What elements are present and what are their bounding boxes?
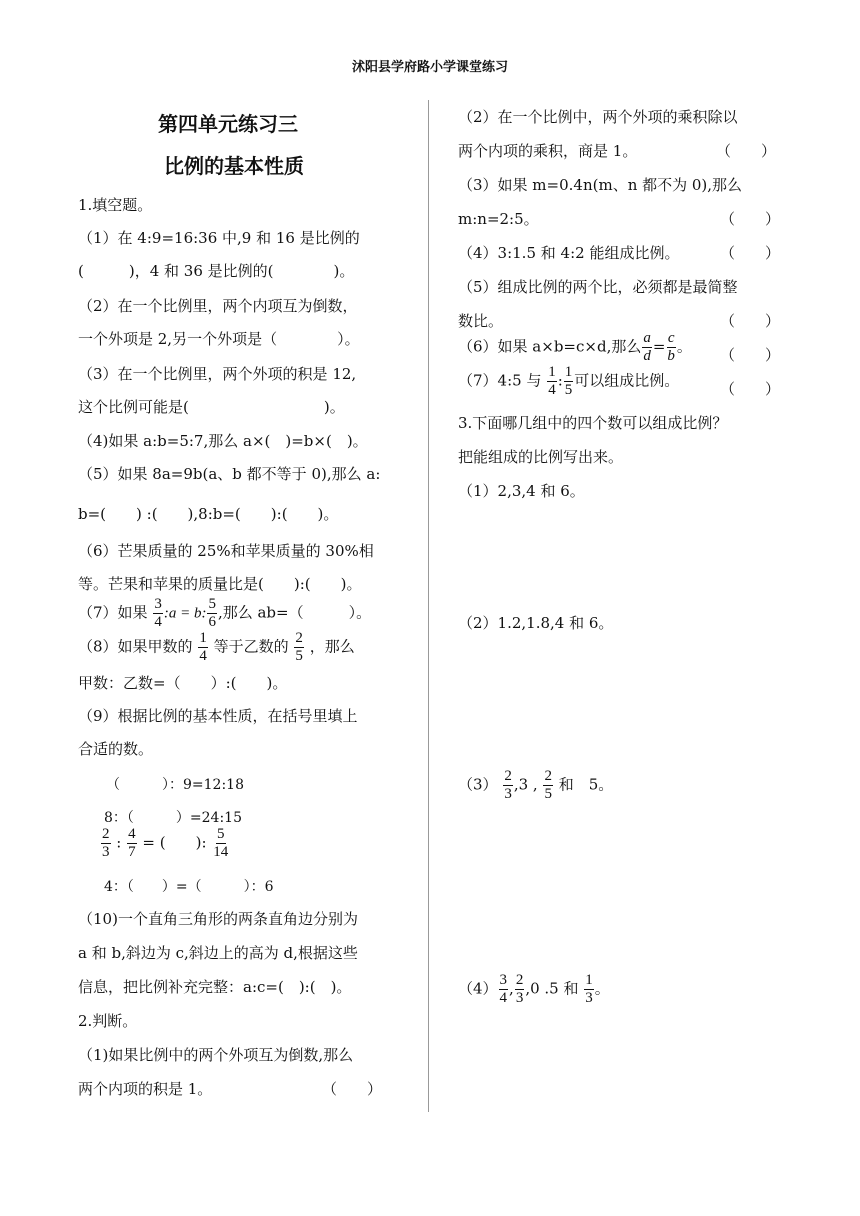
denominator: 4	[548, 382, 556, 398]
problem-3	[458, 768, 613, 803]
denominator: 3	[102, 844, 110, 860]
q9-e3-middle: = ( ):	[142, 833, 207, 852]
denominator: 4	[154, 614, 162, 630]
q8-line2: 甲数：乙数=（ ）:( )。	[78, 674, 288, 692]
j6-fraction-2	[666, 330, 676, 365]
p4-middle: ,0 .5 和	[525, 979, 579, 998]
unit-title: 第四单元练习三	[158, 112, 298, 136]
denominator: b	[667, 348, 675, 364]
j5-line1: （5）组成比例的两个比，必须都是最简整	[458, 278, 738, 296]
numerator: 1	[564, 364, 573, 380]
j1-answer-parens[interactable]: （ ）	[322, 1080, 383, 1098]
q9-equation-1: （ ）：9=12:18	[106, 777, 244, 793]
numerator: 2	[295, 630, 303, 646]
numerator: 4	[128, 826, 136, 842]
q8-prefix: （8）如果甲数的	[78, 637, 193, 656]
denominator: 5	[564, 382, 573, 398]
q3-line1: （3）在一个比例里，两个外项的积是 12,	[78, 365, 357, 383]
q8-suffix: ，那么	[309, 637, 355, 656]
numerator: 2	[102, 826, 110, 842]
j3-answer-parens[interactable]: （ ）	[720, 210, 781, 228]
q1-line2: ( )，4 和 36 是比例的( )。	[78, 262, 355, 280]
j1-line1: （1)如果比例中的两个外项互为倒数,那么	[78, 1046, 354, 1064]
q6-line2: 等。芒果和苹果的质量比是( ):( )。	[78, 575, 362, 593]
q7-prefix: （7）如果	[78, 603, 148, 622]
j7-fraction-1	[547, 364, 557, 399]
p4-fraction-1	[499, 972, 509, 1007]
p4-suffix: 。	[594, 979, 610, 998]
q5-line1: （5）如果 8a=9b(a、b 都不等于 0),那么 a:	[78, 465, 381, 483]
j4-line: （4）3:1.5 和 4:2 能组成比例。	[458, 244, 680, 262]
q7-fraction-2	[207, 596, 217, 631]
j2-answer-parens[interactable]: （ ）	[716, 142, 777, 160]
p3-fraction-2	[543, 768, 553, 803]
q2-line1: （2）在一个比例里，两个内项互为倒数，	[78, 297, 358, 315]
j6-fraction-1	[642, 330, 652, 365]
lesson-subtitle: 比例的基本性质	[164, 154, 304, 178]
j6-line: （6）如果 a×b=c×d,那么 $\frac{a}{d}$ = $\frac{c}{b}$ 。	[458, 330, 692, 364]
numerator: 5	[208, 596, 216, 612]
p3-prefix: （3）	[458, 775, 498, 794]
q8-fraction-2	[294, 630, 304, 665]
denominator: d	[643, 348, 651, 364]
j2-line2: 两个内项的乘积，商是 1。	[458, 142, 638, 160]
q9-line2: 合适的数。	[78, 740, 154, 758]
q8-middle: 等于乙数的	[213, 637, 289, 656]
j7-prefix: （7）4:5 与	[458, 371, 542, 390]
numerator: 1	[199, 630, 207, 646]
numerator: 1	[548, 364, 556, 380]
q7-middle: :a = b:	[163, 605, 207, 622]
p3-fraction-1	[503, 768, 513, 803]
q9-equation-3: $\frac{2}{3}$ : $\frac{4}{7}$ = ( ): $\frac{5}{14}$	[102, 826, 229, 860]
q8-line1	[78, 630, 355, 665]
q10-line1: （10)一个直角三角形的两条直角边分别为	[78, 910, 358, 928]
problem-1: （1）2,3,4 和 6。	[458, 482, 585, 500]
denominator: 7	[128, 844, 136, 860]
denominator: 6	[208, 614, 216, 630]
q9-equation-4: 4：（ ）=（ ）：6	[104, 879, 274, 895]
denominator: 5	[295, 648, 303, 664]
p3-middle: ,3 ,	[513, 775, 538, 794]
q9-line1: （9）根据比例的基本性质，在括号里填上	[78, 707, 358, 725]
j7-line: （7）4:5 与 $\frac{1}{4}$ : $\frac{1}{5}$ 可以组成比例。	[458, 364, 680, 398]
q9-equation-2: 8：（ ）=24:15	[104, 810, 242, 826]
section-2-heading: 2.判断。	[78, 1012, 138, 1030]
numerator: 2	[504, 768, 512, 784]
q7-fraction-1	[153, 596, 163, 631]
numerator: 2	[515, 972, 524, 988]
q3-line2: 这个比例可能是( )。	[78, 398, 345, 416]
q4-line: （4)如果 a:b=5:7,那么 a×( )=b×( )。	[78, 432, 368, 450]
j7-fraction-2	[564, 364, 574, 399]
j2-line1: （2）在一个比例中，两个外项的乘积除以	[458, 108, 738, 126]
denominator: 14	[213, 844, 229, 860]
denominator: 3	[504, 786, 512, 802]
j3-line2: m:n=2:5。	[458, 210, 539, 228]
p4-fraction-2	[515, 972, 525, 1007]
section-1-heading: 1.填空题。	[78, 196, 153, 214]
j6-answer-parens[interactable]: （ ）	[720, 346, 781, 364]
numerator: a	[643, 330, 651, 346]
p4-fraction-3	[584, 972, 594, 1007]
q10-line3: 信息，把比例补充完整：a:c=( ):( )。	[78, 978, 352, 996]
j7-suffix: 可以组成比例。	[574, 371, 680, 390]
j7-answer-parens[interactable]: （ ）	[720, 380, 781, 398]
j5-answer-parens[interactable]: （ ）	[720, 312, 781, 330]
numerator: 1	[585, 972, 593, 988]
problem-2: （2）1.2,1.8,4 和 6。	[458, 614, 614, 632]
problem-4: （4） $\frac{3}{4}$ , $\frac{2}{3}$ ,0 .5 和 $\frac{1}{3}$ 。	[458, 972, 610, 1006]
q10-line2: a 和 b,斜边为 c,斜边上的高为 d,根据这些	[78, 944, 358, 962]
q9-e3-fraction-3	[212, 826, 229, 861]
denominator: 4	[499, 990, 508, 1006]
denominator: 3	[585, 990, 593, 1006]
q8-fraction-1	[198, 630, 208, 665]
j4-answer-parens[interactable]: （ ）	[720, 244, 781, 262]
p3-suffix: 和 5。	[558, 775, 614, 794]
page-header: 沭阳县学府路小学课堂练习	[351, 60, 508, 75]
q6-line1: （6）芒果质量的 25%和苹果质量的 30%相	[78, 542, 374, 560]
q7-line	[78, 596, 371, 631]
numerator: 3	[499, 972, 508, 988]
numerator: 5	[217, 826, 225, 842]
j3-line1: （3）如果 m=0.4n(m、n 都不为 0),那么	[458, 176, 743, 194]
q1-line1: （1）在 4:9=16:36 中,9 和 16 是比例的	[78, 229, 360, 247]
numerator: 3	[154, 596, 162, 612]
j6-prefix: （6）如果 a×b=c×d,那么	[458, 337, 642, 356]
j5-line2: 数比。	[458, 312, 504, 330]
column-divider	[428, 100, 429, 1112]
j1-line2: 两个内项的积是 1。	[78, 1080, 213, 1098]
numerator: 2	[544, 768, 552, 784]
q5-line2: b=( ) :( ),8:b=( ):( )。	[78, 505, 339, 523]
p4-prefix: （4）	[458, 979, 498, 998]
denominator: 5	[544, 786, 552, 802]
denominator: 3	[515, 990, 524, 1006]
section-3-line1: 3.下面哪几组中的四个数可以组成比例？	[458, 414, 728, 432]
q9-e3-fraction-1	[101, 826, 111, 861]
section-3-line2: 把能组成的比例写出来。	[458, 448, 624, 466]
q9-e3-fraction-2	[127, 826, 137, 861]
numerator: c	[667, 330, 675, 346]
q2-line2: 一个外项是 2,另一个外项是（ ）。	[78, 330, 360, 348]
denominator: 4	[199, 648, 207, 664]
q7-suffix: ,那么 ab=（ ）。	[217, 603, 372, 622]
